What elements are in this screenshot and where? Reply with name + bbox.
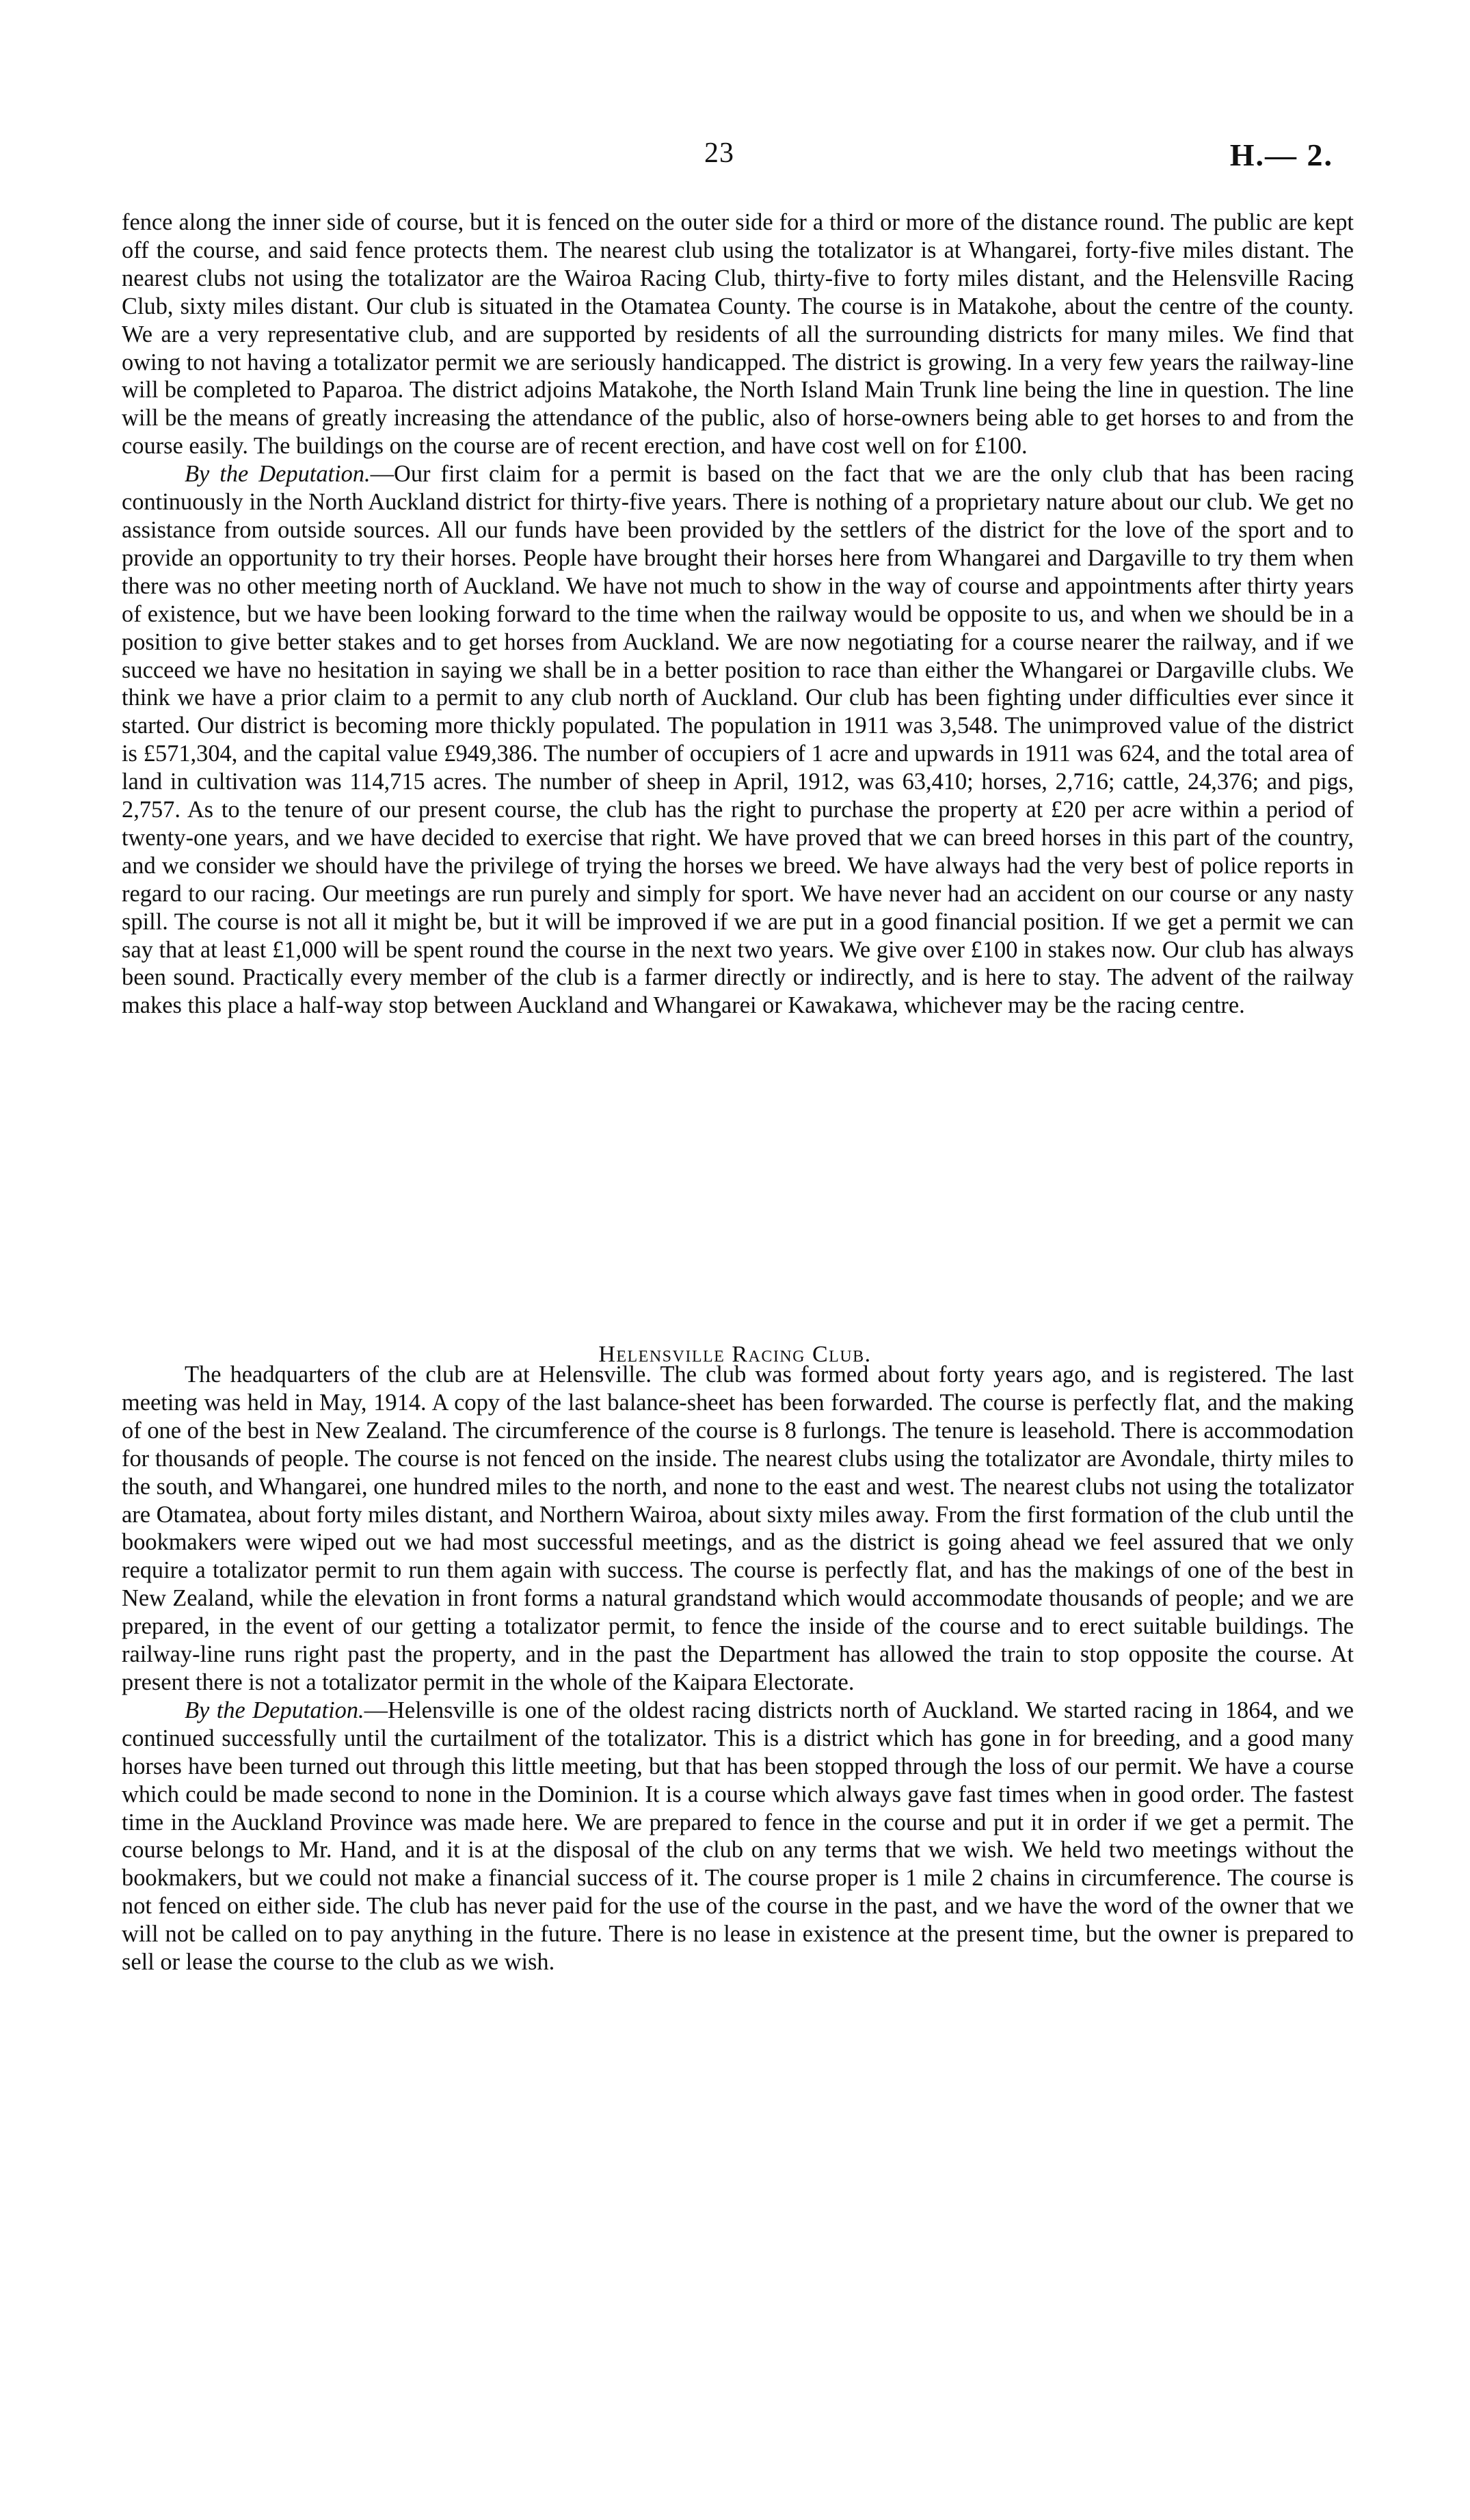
deputation-statement: —Our first claim for a permit is based on the fact that we are the only club that has been racing continuously in the North Auckland district for thirty-five years. There is nothing of a proprietary nature about our club. We get no assistance from outside sources. All our funds have been provided by the settlers of the district for the love of the sport and to provide an opportunity to try their horses. People have brought their horses here from Whangarei and Dargaville to try them when there was no other meeting north of Auckland. We have not much to show in the way of course and appointments after thirty years of existence, but we have been looking forward to the time when the railway would be opposite to us, and when we should be in a position to give better stakes and to get horses from Auckland. We are now negotiating for a course nearer the railway, and if we succeed we have no hesitation in saying we shall be in a better position to race than either the Whangarei or Dargaville clubs. We think we have a prior claim to a permit to any club north of Auckland. Our club has been fighting under difficulties ever since it started. Our district is becoming more thickly populated. The population in 1911 was 3,548. The unimproved value of the district is £571,304, and the capital value £949,386. The number of occupiers of 1 acre and upwards in 1911 was 624, and the total area of land in cultivation was 114,715 acres. The number of sheep in April, 1912, was 63,410; horses, 2,716; cattle, 24,376; and pigs, 2,757. As to the tenure of our present course, the club has the right to purchase the property at £20 per acre within a period of twenty-one years, and we have decided to exercise that right. We have proved that we can breed horses in this part of the country, and we consider we should have the privilege of trying the horses we breed. We have always had the very best of police reports in regard to our racing. Our meetings are run purely and simply for sport. We have never had an accident on our course or any nasty spill. The course is not all it might be, but it will be improved if we are put in a good financial position. If we get a permit we can say that at least £1,000 will be spent round the course in the next two years. We give over £100 in stakes now. Our club has always been sound. Practically every member of the club is a farmer directly or indirectly, and is here to stay. The advent of the railway makes this place a half-way stop between Auckland and Whangarei or Kawakawa, whichever may be the racing centre. [122,461,1354,1019]
deputation-statement: —Helensville is one of the oldest racing districts north of Auckland. We started racing in 1864, and we continued successfully until the curtailment of the totalizator. This is a district which has gone in for breeding, and a good many horses have been turned out through this little meeting, but that has been stopped through the loss of our permit. We have a course which could be made second to none in the Dominion. It is a course which always gave fast times when in good order. The fastest time in the Auckland Province was made here. We are prepared to fence in the course and put it in order if we get a permit. The course belongs to Mr. Hand, and it is at the disposal of the club on any terms that we wish. We held two meetings without the bookmakers, but we could not make a financial success of it. The course proper is 1 mile 2 chains in circumference. The course is not fenced on either side. The club has never paid for the use of the course in the past, and we have the word of the owner that we will not be called on to pay anything in the future. There is no lease in existence at the present time, but the owner is prepared to sell or lease the course to the club as we wish. [122,1697,1354,1976]
otamatea-deputation-paragraph [122,460,1354,1020]
helensville-paragraph-1: The headquarters of the club are at Helensville. The club was formed about forty years ago, and is registered. The last meeting was held in May, 1914. A copy of the last balance-sheet has been forwarded. The course is perfectly flat, and the making of one of the best in New Zealand. The circumference of the course is 8 furlongs. The tenure is leasehold. There is accommodation for thousands of people. The course is not fenced on the inside. The nearest clubs using the totalizator are Avondale, thirty miles to the south, and Whangarei, one hundred miles to the north, and none to the east and west. The nearest clubs not using the totalizator are Otamatea, about forty miles distant, and Northern Wairoa, about sixty miles away. From the first formation of the club until the bookmakers were wiped out we had most successful meetings, and as the district is going ahead we feel assured that we only require a totalizator permit to run them again with success. The course is perfectly flat, and has the makings of one of the best in New Zealand, while the elevation in front forms a natural grandstand which would accommodate thousands of people; and we are prepared, in the event of our getting a totalizator permit, to fence the inside of the course and to erect suitable buildings. The railway-line runs right past the property, and in the past the Department has allowed the train to stop opposite the course. At present there is not a totalizator permit in the whole of the Kaipara Electorate. [122,1362,1354,1695]
page-header [0,137,1470,178]
page-number: 23 [704,137,734,169]
helensville-section [122,1361,1354,1976]
section-heading-text: Helensville Racing Club. [598,1342,872,1367]
helensville-deputation-paragraph [122,1697,1354,1976]
otamatea-section [122,209,1354,1020]
speaker-label: By the Deputation. [185,461,371,488]
otamatea-paragraph-1: fence along the inner side of course, but it is fenced on the outer side for a third or more of the distance round. The public are kept off the course, and said fence protects them. The nearest club using the totalizator is at Whangarei, forty-five miles distant. The nearest clubs not using the totalizator are the Wairoa Racing Club, thirty-five to forty miles distant, and the Helensville Racing Club, sixty miles distant. Our club is situated in the Otamatea County. The course is in Matakohe, about the centre of the county. We are a very representative club, and are supported by residents of all the surrounding districts for many miles. We find that owing to not having a totalizator permit we are seriously handicapped. The district is growing. In a very few years the railway-line will be completed to Paparoa. The district adjoins Matakohe, the North Island Main Trunk line being the line in question. The line will be the means of greatly increasing the attendance of the public, also of horse-owners being able to get horses to and from the course easily. The buildings on the course are of recent erection, and have cost well on for £100. [122,209,1354,460]
speaker-label: By the Deputation. [185,1697,364,1723]
document-reference: H.— 2. [1229,137,1333,172]
